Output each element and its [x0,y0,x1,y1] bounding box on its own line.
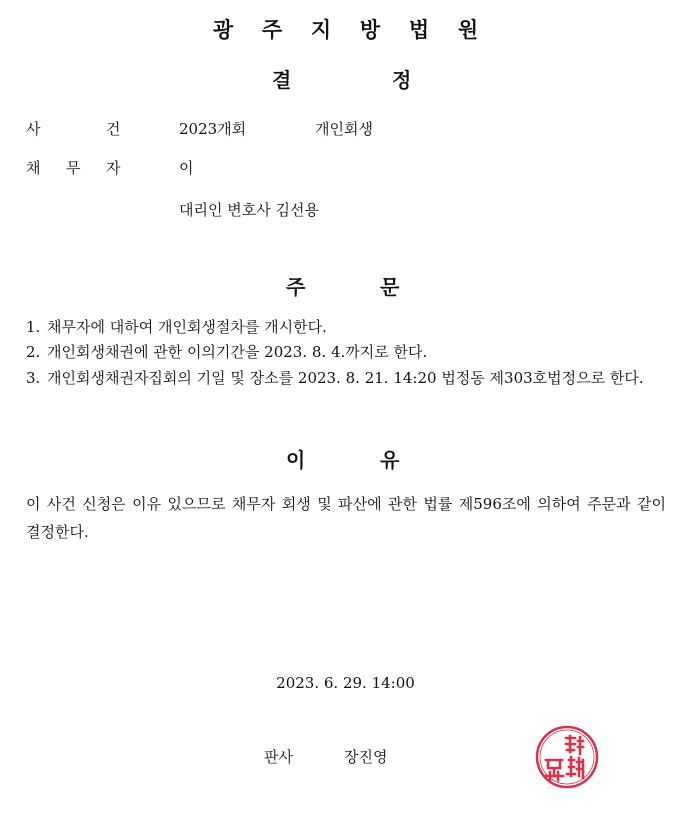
debtor-label-char: 자 [106,159,121,177]
decision-heading-char: 결 [272,68,292,92]
judge-title: 판사 [264,748,293,766]
case-number: 2023개회 [179,120,247,138]
court-title-char: 법 [408,18,430,42]
seal-icon [534,724,600,790]
court-title [0,14,691,44]
reason-heading-char: 유 [380,448,400,472]
judge-seal [534,724,600,790]
court-title-char: 원 [457,18,479,42]
debtor-label-char: 무 [66,159,81,177]
debtor-label-char: 채 [26,159,41,177]
order-item-number: 1. [26,318,41,336]
court-title-char: 방 [359,18,381,42]
order-heading-char: 문 [380,275,400,299]
case-type: 개인회생 [315,120,373,138]
reason-heading-char: 이 [286,448,306,472]
court-title-char: 지 [310,18,332,42]
order-item-text: 채무자에 대하여 개인회생절차를 개시한다. [47,318,327,336]
order-item-number: 3. [26,369,41,387]
decision-heading-char: 정 [392,68,412,92]
decision-date: 2023. 6. 29. 14:00 [276,674,415,692]
case-label-char: 건 [106,120,121,138]
case-label-char: 사 [26,120,41,138]
court-title-char: 주 [261,18,283,42]
judge-name: 장진영 [344,748,388,766]
reason-text: 이 사건 신청은 이유 있으므로 채무자 회생 및 파산에 관한 법률 제596조에 의하여 주문과 같이 결정한다. [26,495,666,541]
order-item-number: 2. [26,343,41,361]
order-heading-char: 주 [286,275,306,299]
order-item [26,367,668,390]
debtor-agent: 대리인 변호사 김선용 [179,201,319,219]
debtor-name: 이 [179,159,194,177]
court-title-char: 광 [212,18,234,42]
order-item [26,341,668,364]
order-item-text: 개인회생채권에 관한 이의기간을 2023. 8. 4.까지로 한다. [47,343,428,361]
order-item [26,316,668,339]
order-item-text: 개인회생채권자집회의 기일 및 장소를 2023. 8. 21. 14:20 법정동 제303호법정으로 한다. [47,369,644,387]
